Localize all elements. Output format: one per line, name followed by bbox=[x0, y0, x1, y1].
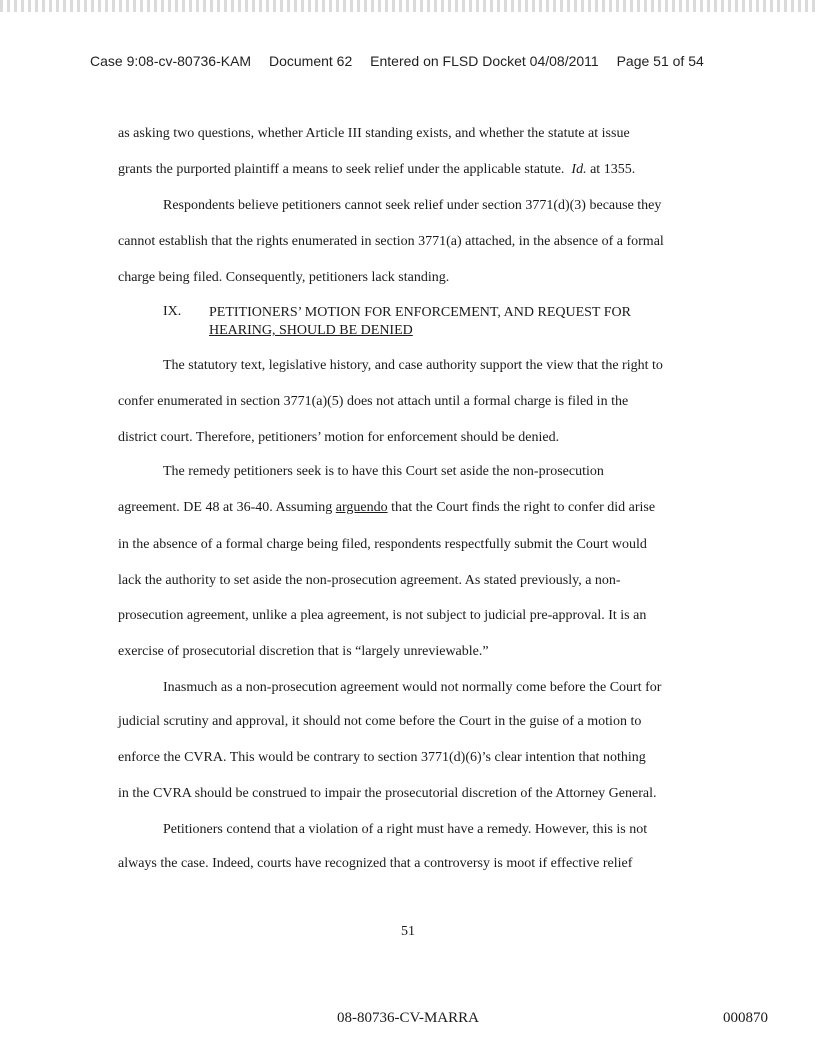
page-number: 51 bbox=[401, 924, 415, 939]
body-line: in the CVRA should be construed to impair the prosecutorial discretion of the Attorney General. bbox=[118, 786, 657, 801]
body-line: charge being filed. Consequently, petitioners lack standing. bbox=[118, 270, 450, 285]
latin-term: arguendo bbox=[335, 500, 388, 515]
body-line: always the case. Indeed, courts have recognized that a controversy is moot if effective relief bbox=[118, 856, 633, 871]
body-line: enforce the CVRA. This would be contrary to section 3771(d)(6)’s clear intention that nothing bbox=[118, 750, 646, 765]
body-line: confer enumerated in section 3771(a)(5) does not attach until a formal charge is filed in the bbox=[118, 394, 629, 409]
scan-artifact bbox=[0, 0, 816, 12]
body-line: judicial scrutiny and approval, it should not come before the Court in the guise of a motion to bbox=[118, 714, 642, 729]
body-line: Petitioners contend that a violation of a right must have a remedy. However, this is not bbox=[163, 822, 648, 837]
body-line: grants the purported plaintiff a means to seek relief under the applicable statute. Id. at 1355. bbox=[118, 162, 636, 177]
section-heading: PETITIONERS’ MOTION FOR ENFORCEMENT, AND REQUEST FOR HEARING, SHOULD BE DENIED bbox=[209, 305, 631, 338]
docket-header bbox=[90, 53, 750, 69]
body-line: Respondents believe petitioners cannot seek relief under section 3771(d)(3) because they bbox=[163, 198, 662, 213]
body-line: The statutory text, legislative history, and case authority support the view that the right to bbox=[163, 358, 663, 373]
document-number: Document 62 bbox=[268, 53, 353, 69]
bates-number: 000870 bbox=[723, 1010, 768, 1026]
case-label: 08-80736-CV-MARRA bbox=[337, 1010, 479, 1026]
body-line: in the absence of a formal charge being filed, respondents respectfully submit the Court would bbox=[118, 537, 647, 552]
docket-entry: Entered on FLSD Docket 04/08/2011 bbox=[370, 53, 599, 69]
body-line: The remedy petitioners seek is to have this Court set aside the non-prosecution bbox=[163, 464, 604, 479]
body-line: as asking two questions, whether Article III standing exists, and whether the statute at issue bbox=[118, 126, 630, 141]
page-of: Page 51 of 54 bbox=[616, 53, 704, 69]
body-line: lack the authority to set aside the non-prosecution agreement. As stated previously, a non- bbox=[118, 573, 621, 588]
body-line: prosecution agreement, unlike a plea agreement, is not subject to judicial pre-approval. It is an bbox=[118, 608, 647, 623]
body-line: agreement. DE 48 at 36-40. Assuming arguendo that the Court finds the right to confer did arise bbox=[118, 500, 656, 515]
body-line: district court. Therefore, petitioners’ motion for enforcement should be denied. bbox=[118, 430, 560, 445]
body-line: exercise of prosecutorial discretion that is “largely unreviewable.” bbox=[118, 644, 489, 659]
citation: Id. bbox=[571, 162, 587, 177]
body-line: cannot establish that the rights enumerated in section 3771(a) attached, in the absence of a formal bbox=[118, 234, 664, 249]
section-number: IX. bbox=[163, 304, 182, 319]
body-line: Inasmuch as a non-prosecution agreement would not normally come before the Court for bbox=[163, 680, 662, 695]
case-number: Case 9:08-cv-80736-KAM bbox=[90, 53, 252, 69]
